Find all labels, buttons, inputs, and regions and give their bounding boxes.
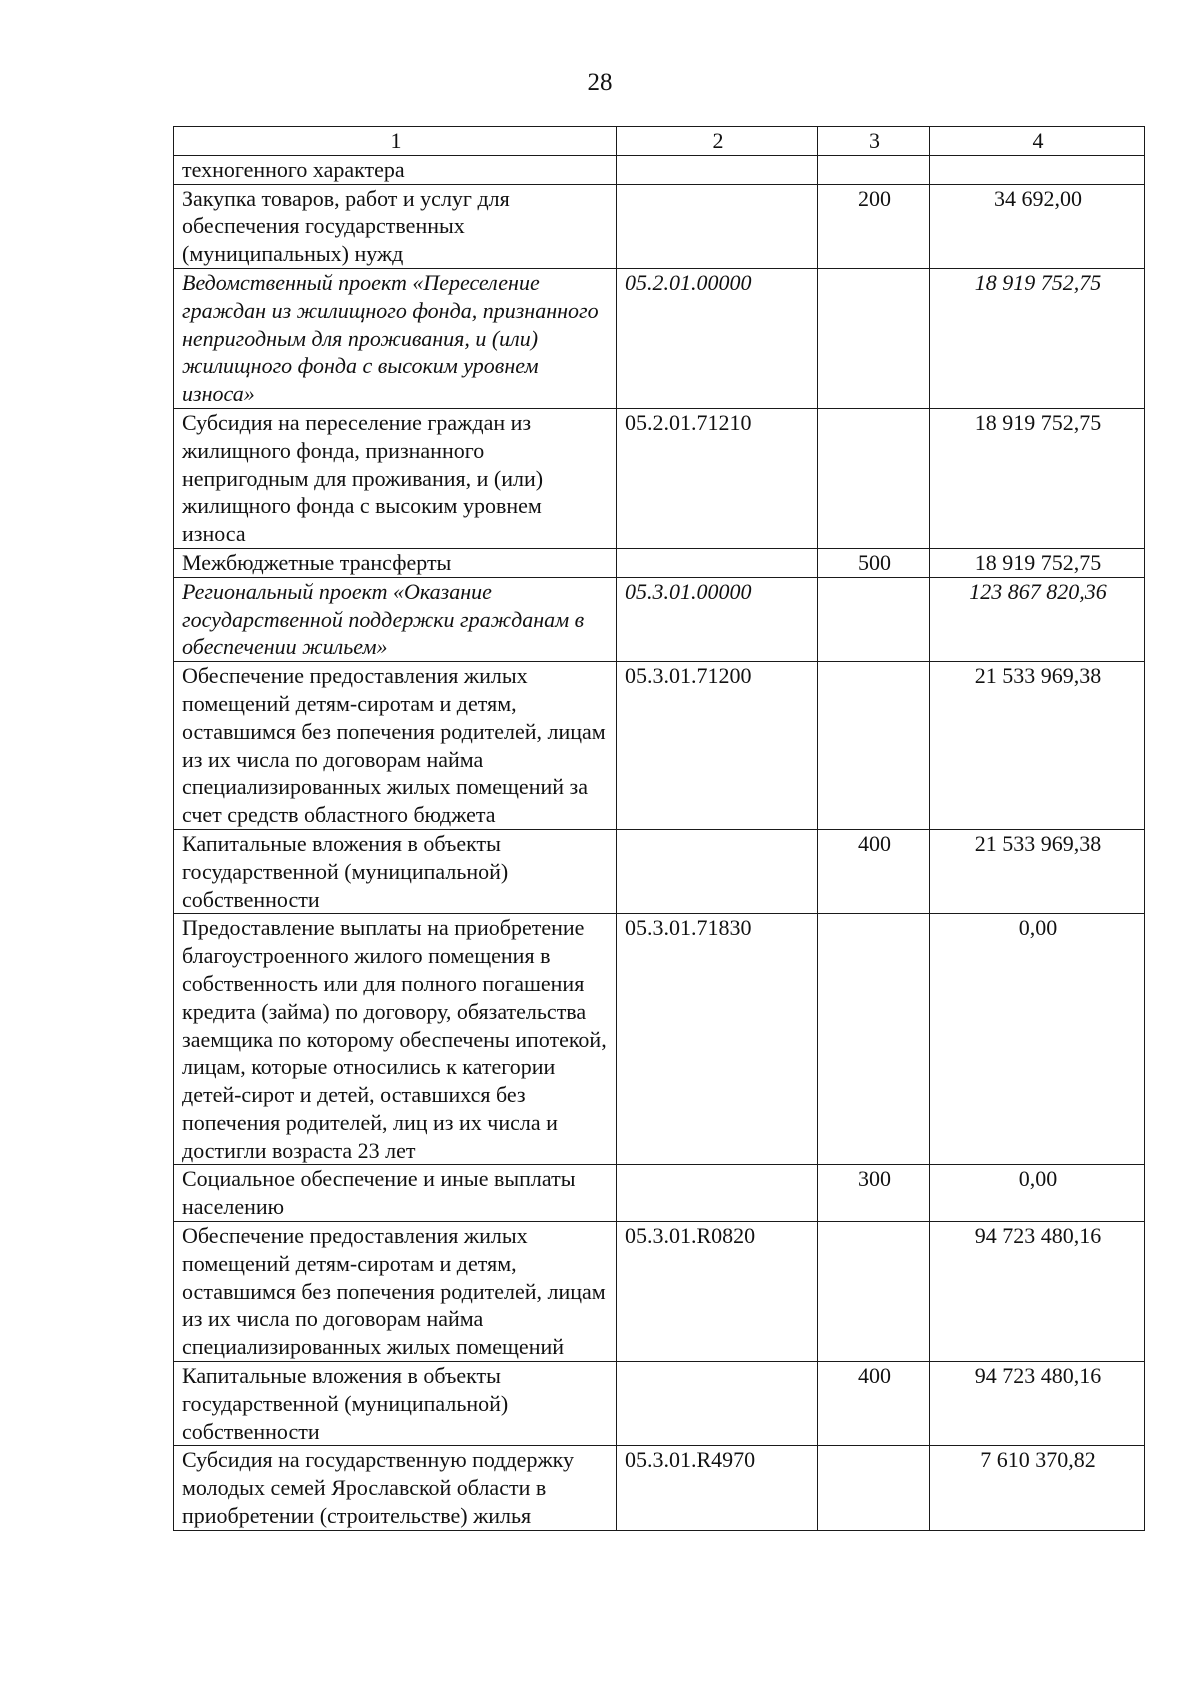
cell-code: 05.3.01.R0820 [617,1222,818,1362]
cell-type [818,1222,930,1362]
cell-amount: 94 723 480,16 [930,1362,1145,1446]
cell-code: 05.3.01.71830 [617,914,818,1165]
cell-name: Капитальные вложения в объекты государственной (муниципальной) собственности [174,829,617,913]
cell-amount: 7 610 370,82 [930,1446,1145,1530]
cell-code: 05.2.01.00000 [617,268,818,408]
cell-code [617,1362,818,1446]
table-row [174,408,1145,548]
cell-amount: 21 533 969,38 [930,829,1145,913]
table-row [174,1446,1145,1530]
cell-type: 500 [818,548,930,577]
column-header-2: 2 [617,127,818,156]
cell-type [818,662,930,830]
cell-type: 400 [818,1362,930,1446]
cell-type [818,408,930,548]
cell-amount: 34 692,00 [930,184,1145,268]
cell-code: 05.2.01.71210 [617,408,818,548]
table-row [174,829,1145,913]
cell-name: Ведомственный проект «Переселение граждан из жилищного фонда, признанного непригодным для проживания, и (или) жилищного фонда с высоким уровнем износа» [174,268,617,408]
cell-amount [930,155,1145,184]
cell-code: 05.3.01.R4970 [617,1446,818,1530]
cell-amount: 18 919 752,75 [930,548,1145,577]
column-header-4: 4 [930,127,1145,156]
table-row [174,1362,1145,1446]
cell-type: 200 [818,184,930,268]
cell-name: Межбюджетные трансферты [174,548,617,577]
cell-name: Субсидия на государственную поддержку молодых семей Ярославской области в приобретении (строительстве) жилья [174,1446,617,1530]
cell-name: Социальное обеспечение и иные выплаты населению [174,1165,617,1222]
cell-code [617,1165,818,1222]
cell-name: Закупка товаров, работ и услуг для обеспечения государственных (муниципальных) нужд [174,184,617,268]
cell-type [818,577,930,661]
cell-amount: 18 919 752,75 [930,268,1145,408]
cell-amount: 18 919 752,75 [930,408,1145,548]
table-row [174,1222,1145,1362]
cell-type [818,914,930,1165]
cell-name: Капитальные вложения в объекты государственной (муниципальной) собственности [174,1362,617,1446]
budget-table [173,126,1145,1531]
cell-code: 05.3.01.00000 [617,577,818,661]
table-header-row [174,127,1145,156]
cell-code [617,548,818,577]
table-row [174,914,1145,1165]
table-row [174,548,1145,577]
table-row [174,155,1145,184]
cell-amount: 21 533 969,38 [930,662,1145,830]
cell-type: 400 [818,829,930,913]
cell-name: Региональный проект «Оказание государственной поддержки гражданам в обеспечении жильем» [174,577,617,661]
page-number: 28 [587,69,613,96]
table-row [174,662,1145,830]
cell-name: Субсидия на переселение граждан из жилищного фонда, признанного непригодным для проживания, и (или) жилищного фонда с высоким уровнем износа [174,408,617,548]
cell-type: 300 [818,1165,930,1222]
cell-name: Предоставление выплаты на приобретение благоустроенного жилого помещения в собственность или для полного погашения кредита (займа) по договору, обязательства заемщика по которому обеспечены ипотекой, лицам, которые относились к категории детей-сирот и детей, оставшихся без попечения родителей, лиц из их числа и достигли возраста 23 лет [174,914,617,1165]
cell-type [818,268,930,408]
cell-amount: 123 867 820,36 [930,577,1145,661]
table-row [174,1165,1145,1222]
cell-code [617,184,818,268]
cell-type [818,155,930,184]
cell-amount: 0,00 [930,914,1145,1165]
cell-code [617,155,818,184]
column-header-3: 3 [818,127,930,156]
cell-amount: 0,00 [930,1165,1145,1222]
table-row [174,268,1145,408]
table-row [174,577,1145,661]
table-row [174,184,1145,268]
cell-type [818,1446,930,1530]
cell-code: 05.3.01.71200 [617,662,818,830]
table-body [174,155,1145,1530]
cell-amount: 94 723 480,16 [930,1222,1145,1362]
cell-name: Обеспечение предоставления жилых помещений детям-сиротам и детям, оставшимся без попечения родителей, лицам из их числа по договорам найма специализированных жилых помещений за счет средств областного бюджета [174,662,617,830]
cell-code [617,829,818,913]
column-header-1: 1 [174,127,617,156]
cell-name: техногенного характера [174,155,617,184]
cell-name: Обеспечение предоставления жилых помещений детям-сиротам и детям, оставшимся без попечения родителей, лицам из их числа по договорам найма специализированных жилых помещений [174,1222,617,1362]
